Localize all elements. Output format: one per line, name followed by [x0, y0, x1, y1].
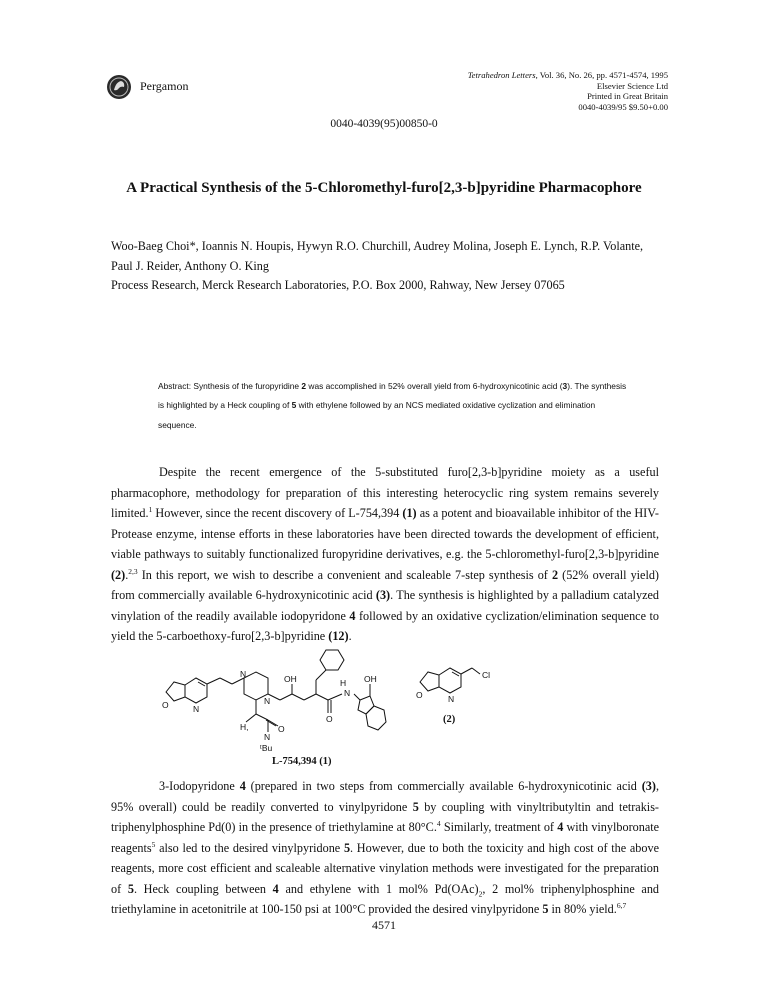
atom-H: H [340, 678, 347, 688]
text: . The synthesis is highlighted by a palladium catalyzed vinylation of the readily available iodopyridone [111, 588, 659, 623]
body-paragraph-2 [111, 776, 659, 920]
atom-N: N [448, 694, 455, 704]
atom-N: N [264, 732, 271, 742]
compound-ref: 4 [272, 881, 279, 896]
text: . [125, 567, 129, 582]
text: 3-Iodopyridone [159, 779, 240, 793]
text: Similarly, treatment of [440, 820, 558, 834]
body-paragraph-1 [111, 462, 659, 647]
publisher-name: Pergamon [140, 79, 189, 93]
compound-ref: 2 [551, 567, 559, 582]
atom-OH: OH [364, 674, 377, 684]
atom-N: N [344, 688, 351, 698]
compound-ref: 2 [301, 381, 307, 391]
atom-N: N [264, 696, 271, 706]
compound-1-label: L-754,394 (1) [272, 756, 332, 767]
subscript: 2 [478, 888, 483, 898]
reference-marker: 2,3 [128, 566, 138, 576]
text: with vinylboronate reagents [111, 820, 660, 855]
text: (prepared in two steps from commercially available 6-hydroxynicotinic acid [245, 779, 642, 793]
compound-ref: 4 [349, 608, 356, 623]
text: . Heck coupling between [133, 881, 273, 896]
compound-ref: 4 [557, 820, 564, 834]
atom-tBu: ᵗBu [260, 743, 273, 753]
compound-ref: (1) [402, 506, 417, 520]
atom-OH: OH [284, 674, 297, 684]
compound-2-label: (2) [443, 714, 456, 725]
author-list: Woo-Baeg Choi*, Ioannis N. Houpis, Hywyn R.O. Churchill, Audrey Molina, Joseph E. Lynch, R.P. Volante, Paul J. Reider, Anthony O. King [111, 239, 644, 273]
compound-ref: 5 [343, 840, 351, 855]
doi-identifier: 0040-4039(95)00850-0 [330, 118, 438, 130]
reference-marker: 4 [436, 818, 441, 828]
text: (52% overall yield) from commercially available 6-hydroxynicotinic acid [111, 567, 659, 602]
atom-O: O [278, 724, 285, 734]
atom-Cl: Cl [482, 670, 491, 680]
text: . However, due to both the toxicity and high cost of the above reagents, more cost efficient and scaleable alternative vinylation methods were investigated for the preparation of [111, 840, 659, 896]
reference-marker: 5 [151, 839, 156, 849]
citation-line-3: Printed in Great Britain [587, 91, 668, 102]
pergamon-logo [106, 74, 132, 100]
compound-ref: 4 [239, 779, 246, 793]
page-number: 4571 [372, 918, 396, 932]
text: However, since the recent discovery of L-754,394 [152, 506, 403, 520]
citation-line-4: 0040-4039/95 $9.50+0.00 [578, 101, 668, 112]
abstract-text: was accomplished in 52% overall yield from 6-hydroxynicotinic acid ( [306, 381, 563, 391]
atom-N: N [240, 669, 247, 679]
reference-marker: 1 [148, 504, 153, 514]
atom-N: N [193, 704, 200, 714]
compound-ref: (3) [375, 588, 391, 602]
affiliation: Process Research, Merck Research Laboratories, P.O. Box 2000, Rahway, New Jersey 07065 [111, 278, 565, 292]
text: and ethylene with 1 mol% Pd(OAc) [278, 881, 479, 896]
abstract-text: ). The synthesis is highlighted by a Heck coupling of [158, 381, 627, 411]
atom-O: O [326, 714, 333, 724]
text: Despite the recent emergence of the 5-substituted furo[2,3-b]pyridine moiety as a useful pharmacophore, methodology for preparation of this interesting heterocyclic ring system remains severely limited. [111, 465, 659, 520]
text: as a potent and bioavailable inhibitor of the HIV-Protease enzyme, intense efforts in these laboratories have been directed towards the development of efficient, viable pathways to suitably functionalized furopyridine derivatives, e.g. the 5-chloromethyl-furo[2,3-b]pyridine [111, 506, 659, 561]
atom-O: O [162, 700, 169, 710]
compound-ref: 5 [542, 902, 549, 916]
journal-citation [468, 70, 668, 112]
abstract-text: Abstract: Synthesis of the furopyridine [158, 381, 302, 391]
journal-name: Tetrahedron Letters [467, 70, 536, 80]
compound-ref: (12) [328, 629, 349, 643]
atom-H: H, [240, 722, 249, 732]
text: , 95% overall) could be readily converted to vinylpyridone [111, 779, 659, 814]
chemical-structures-figure [160, 640, 620, 768]
compound-ref: 5 [291, 400, 297, 411]
text: also led to the desired vinylpyridone [155, 840, 344, 855]
article-title: A Practical Synthesis of the 5-Chloromethyl-furo[2,3-b]pyridine Pharmacophore [126, 180, 642, 196]
citation-volume: , Vol. 36, No. 26, pp. 4571-4574, 1995 [535, 70, 668, 80]
compound-ref: 5 [412, 799, 419, 814]
author-block [111, 237, 659, 296]
abstract [158, 377, 628, 435]
text: In this report, we wish to describe a convenient and scaleable 7-step synthesis of [137, 567, 552, 582]
citation-line-2: Elsevier Science Ltd [596, 80, 668, 91]
citation-line-1 [468, 70, 668, 81]
text: . [348, 629, 352, 643]
structure-L-754394 [162, 650, 386, 767]
reference-marker: 6,7 [616, 900, 627, 910]
compound-ref: (2) [111, 567, 126, 582]
text: in 80% yield. [548, 902, 617, 916]
structure-2 [416, 668, 490, 725]
text: followed by an oxidative cyclization/elimination sequence to yield the 5-carboethoxy-furo[2,3-b]pyridine [111, 608, 659, 643]
atom-O: O [416, 690, 423, 700]
text: by coupling with vinyltributyltin and tetrakis-triphenylphosphine Pd(0) in the presence of triethylamine at 80°C. [111, 799, 659, 834]
compound-ref: 3 [562, 381, 568, 391]
compound-ref: (3) [641, 779, 656, 793]
compound-ref: 5 [127, 881, 134, 896]
abstract-text: with ethylene followed by an NCS mediated oxidative cyclization and elimination sequence. [158, 400, 596, 430]
text: , 2 mol% triphenylphosphine and triethylamine in acetonitrile at 100-150 psi at 100°C provided the desired vinylpyridone [111, 881, 660, 916]
